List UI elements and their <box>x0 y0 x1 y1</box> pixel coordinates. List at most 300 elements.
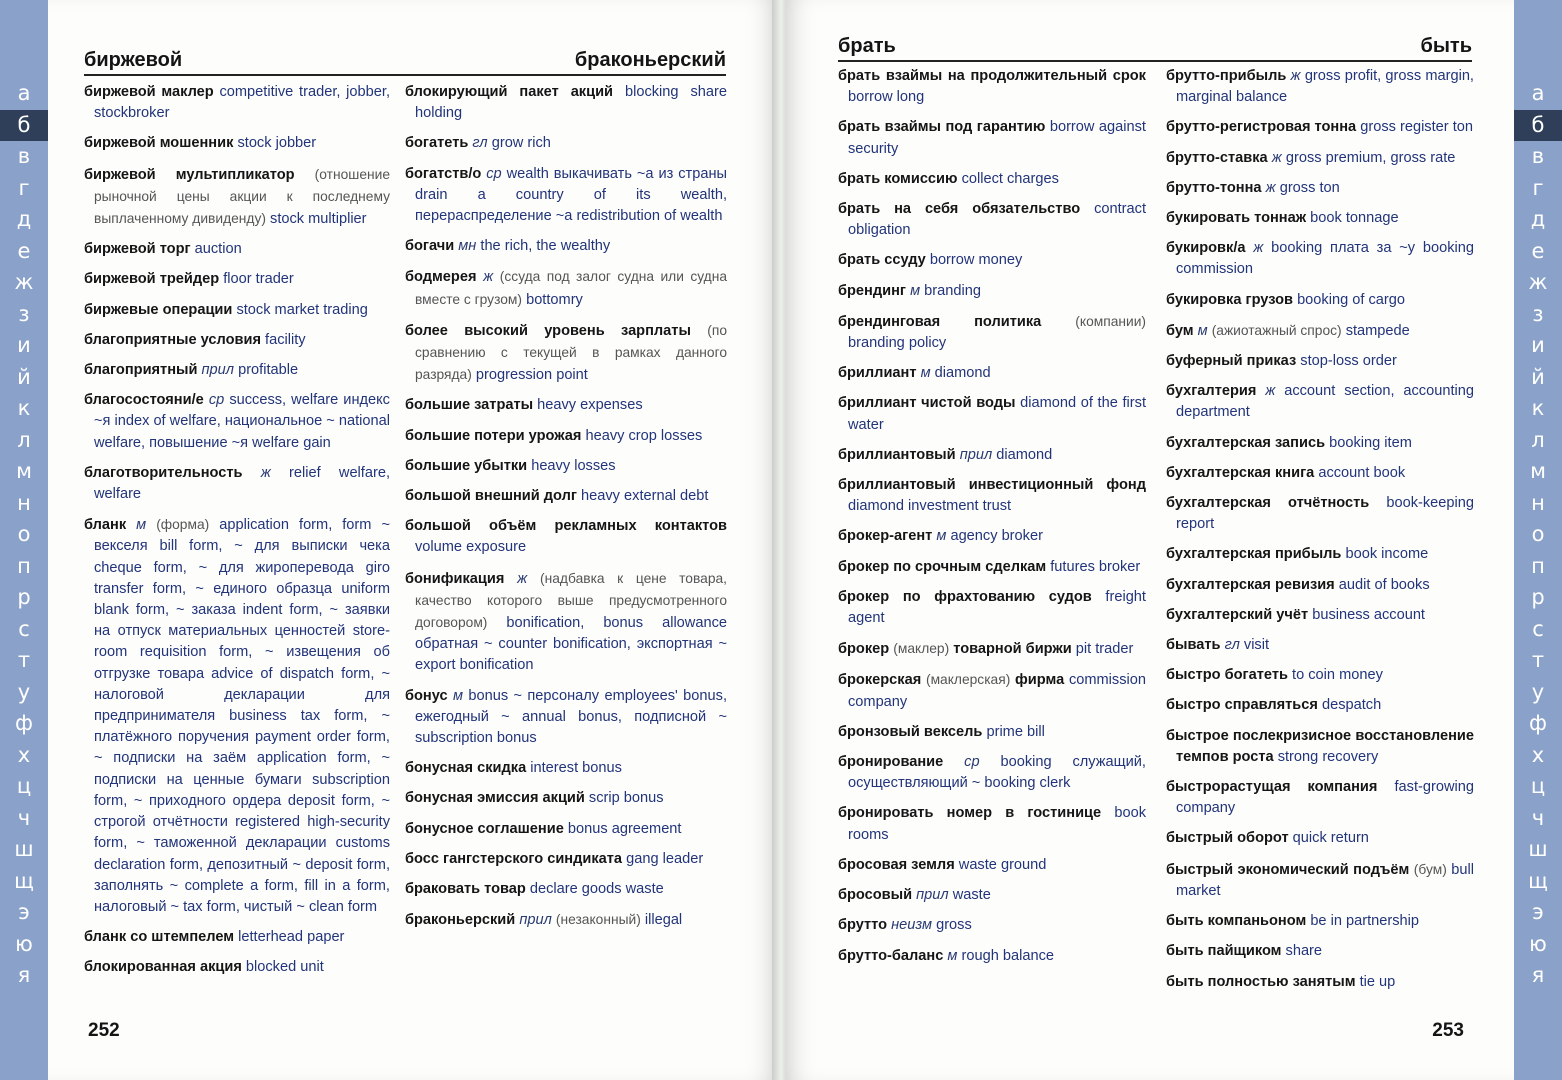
headword: биржевой трейдер <box>84 271 220 288</box>
translation: waste ground <box>958 856 1047 873</box>
dictionary-entry <box>838 946 1146 967</box>
headword: быстрый оборот <box>1166 830 1289 847</box>
headword: брутто-ставка <box>1166 149 1268 166</box>
grammar-label: ср <box>964 754 980 771</box>
thumb-letter: н <box>1531 490 1545 515</box>
dictionary-entry <box>838 393 1146 435</box>
translation: business account <box>1312 606 1425 623</box>
header-last-word: быть <box>1420 35 1472 57</box>
thumb-letter: о <box>17 522 31 546</box>
headword: бронзовый вексель <box>838 723 983 740</box>
translation: illegal <box>644 912 683 929</box>
headword: биржевой маклер <box>84 84 214 100</box>
headword: бухгалтерия <box>1166 383 1257 400</box>
entries-column-1 <box>84 82 390 988</box>
translation: be in partnership <box>1310 913 1420 930</box>
thumb-letter: ш <box>1528 837 1548 861</box>
headword: брендинговая политика <box>838 313 1042 330</box>
dictionary-entry <box>838 855 1146 876</box>
translation: stock market trading <box>236 301 368 318</box>
dictionary-entry <box>84 133 390 154</box>
translation: heavy expenses <box>537 397 643 414</box>
headword: браковать товар <box>405 881 526 898</box>
headword: бухгалтерская запись <box>1166 434 1326 451</box>
headword: бухгалтерская отчётность <box>1166 495 1370 512</box>
translation: bonus ~ персоналу employees' bonus, ежегодный ~ annual bonus, подписной ~ subscription bonus <box>415 687 728 747</box>
dictionary-entry <box>1166 66 1474 108</box>
translation: wealth выкачивать ~а из страны drain a country of its wealth, перераспределение ~а redistribution of wealth <box>415 165 727 225</box>
headword: бросовая земля <box>838 856 955 873</box>
dictionary-entry <box>838 526 1146 547</box>
usage-note: (форма) <box>156 517 210 533</box>
translation: booking item <box>1329 434 1412 451</box>
thumb-letter: т <box>17 648 31 672</box>
grammar-label: м <box>136 517 147 534</box>
translation: pit trader <box>1075 641 1134 658</box>
headword: бонусная скидка <box>405 760 527 777</box>
dictionary-entry <box>1166 859 1474 902</box>
usage-note: (надбавка к цене товара, качество которого выше предусмотренного договором) <box>415 570 727 631</box>
headword: брутто <box>838 917 888 934</box>
thumb-letter: ж <box>1528 270 1548 294</box>
grammar-label: ж <box>517 570 528 587</box>
headword: бриллиант чистой воды <box>838 395 1016 412</box>
translation: tie up <box>1359 973 1396 990</box>
headword: брать на себя обязательство <box>838 201 1081 218</box>
thumb-letter: а <box>17 81 31 105</box>
grammar-label: ж <box>1271 149 1282 166</box>
headword: бывать <box>1166 637 1221 654</box>
dictionary-entry <box>838 199 1146 241</box>
thumb-letter: д <box>1530 207 1546 231</box>
headword: букировка грузов <box>1166 291 1293 308</box>
thumb-letter: к <box>17 396 31 420</box>
grammar-label: ж <box>1253 240 1264 257</box>
translation: profitable <box>238 362 299 379</box>
thumb-letter: р <box>1531 585 1545 609</box>
dictionary-entry <box>1166 178 1474 199</box>
headword-continued: товарной биржи <box>953 641 1072 658</box>
grammar-label: ж <box>483 269 494 286</box>
headword: большие затраты <box>405 397 534 414</box>
translation: volume exposure <box>415 539 527 556</box>
thumb-letter: э <box>1532 900 1544 924</box>
page-number: 252 <box>88 1020 120 1041</box>
translation: facility <box>265 331 306 348</box>
thumb-letter: и <box>1531 333 1545 357</box>
dictionary-entry <box>1166 941 1474 962</box>
thumb-letter: с <box>18 616 30 641</box>
dictionary-entry <box>1166 381 1474 423</box>
headword: бриллиантовый инвестиционный фонд <box>838 477 1146 494</box>
dictionary-entry <box>838 638 1146 660</box>
dictionary-entry <box>838 587 1146 629</box>
translation: branding policy <box>848 335 947 352</box>
usage-note: (отношение рыночной цены акции к последнему выплаченному дивиденду) <box>94 166 390 227</box>
dictionary-entry <box>838 117 1146 159</box>
thumb-letter: п <box>1531 553 1545 578</box>
headword: брутто-прибыль <box>1166 68 1287 84</box>
headword: быть полностью занятым <box>1166 973 1356 990</box>
thumb-letter: т <box>1531 648 1545 672</box>
dictionary-entry <box>405 486 727 507</box>
thumb-letter: й <box>1531 364 1545 389</box>
thumb-letter: з <box>18 301 30 326</box>
grammar-label: прил <box>916 887 949 904</box>
dictionary-entry <box>405 320 727 387</box>
translation: relief welfare, welfare <box>94 464 390 503</box>
dictionary-entry <box>1166 777 1474 819</box>
headword: брать взаймы под гарантию <box>838 119 1046 136</box>
dictionary-entry <box>1166 463 1474 484</box>
thumb-letter: ф <box>15 711 33 735</box>
thumb-letter: у <box>1531 679 1545 704</box>
translation: scrip bonus <box>588 790 664 807</box>
headword: бухгалтерская книга <box>1166 464 1315 481</box>
grammar-label: м <box>947 947 958 964</box>
grammar-label: мн <box>458 238 477 255</box>
dictionary-entry <box>405 236 727 257</box>
dictionary-entry <box>838 722 1146 743</box>
thumb-letter: н <box>17 490 31 515</box>
thumb-letter: щ <box>1528 868 1548 893</box>
dictionary-entry <box>84 269 390 290</box>
headword: бухгалтерская прибыль <box>1166 546 1342 563</box>
usage-note: (ажиотажный спрос) <box>1211 322 1342 338</box>
usage-note: (бум) <box>1413 861 1447 877</box>
dictionary-entry <box>405 164 727 228</box>
thumb-letter: ш <box>14 837 34 861</box>
dictionary-entry <box>1166 544 1474 565</box>
header-first-word: брать <box>838 35 896 57</box>
grammar-label: гл <box>1224 637 1240 654</box>
dictionary-entry <box>838 803 1146 845</box>
dictionary-entry <box>1166 911 1474 932</box>
thumb-letter: с <box>1532 616 1544 641</box>
grammar-label: ж <box>1265 383 1276 400</box>
grammar-label: м <box>1197 322 1208 339</box>
thumb-letter: г <box>18 175 30 200</box>
thumb-letters <box>0 78 48 992</box>
translation: blocked unit <box>245 959 324 976</box>
translation: letterhead paper <box>238 929 345 946</box>
headword: быстрорастущая компания <box>1166 779 1378 796</box>
dictionary-entry <box>838 885 1146 906</box>
translation: book rooms <box>848 805 1146 843</box>
headword-continued: фирма <box>1015 672 1065 689</box>
translation: progression point <box>475 367 588 384</box>
translation: bottomry <box>526 291 583 308</box>
thumb-letter: р <box>17 585 31 609</box>
headword: бланк <box>84 517 127 534</box>
headword: букировк/а <box>1166 240 1246 257</box>
thumb-letter: з <box>1532 301 1544 326</box>
headword: бум <box>1166 322 1194 339</box>
alphabet-thumb-index-right <box>1514 0 1562 1080</box>
headword: большие потери урожая <box>405 427 582 444</box>
translation: strong recovery <box>1277 748 1379 765</box>
translation: floor trader <box>223 271 294 288</box>
headword: блокированная акция <box>84 959 242 976</box>
translation: bull market <box>1176 861 1474 899</box>
dictionary-entry <box>838 445 1146 466</box>
headword: бухгалтерская ревизия <box>1166 576 1335 593</box>
headword: брать комиссию <box>838 170 958 187</box>
dictionary-entry <box>1166 635 1474 656</box>
translation: collect charges <box>961 170 1059 187</box>
thumb-letter: г <box>1532 175 1544 200</box>
translation: commission company <box>848 672 1146 710</box>
translation: to coin money <box>1292 667 1383 684</box>
thumb-letter: ж <box>14 270 34 294</box>
headword: благотворительность <box>84 464 243 481</box>
translation: account section, accounting department <box>1176 383 1474 421</box>
dictionary-entry <box>838 250 1146 271</box>
translation: the rich, the wealthy <box>480 238 611 255</box>
entries-column-1 <box>838 66 1146 976</box>
translation: bonus agreement <box>567 820 682 837</box>
dictionary-entry <box>405 395 727 416</box>
running-header <box>84 38 726 76</box>
dictionary-entry <box>84 360 390 381</box>
translation: heavy losses <box>531 457 616 474</box>
translation: booking служащий, осуществляющий ~ booking clerk <box>848 754 1146 792</box>
usage-note: (незаконный) <box>555 912 641 928</box>
translation: diamond <box>934 365 991 382</box>
headword: бодмерея <box>405 269 477 286</box>
thumb-letter: в <box>17 144 31 168</box>
thumb-letter: х <box>1531 742 1545 767</box>
dictionary-entry <box>405 568 727 677</box>
translation: contract obligation <box>848 201 1147 239</box>
thumb-letter: я <box>1531 963 1545 987</box>
thumb-letter: е <box>1531 238 1545 263</box>
thumb-letter: п <box>17 553 31 578</box>
usage-note: (маклер) <box>893 641 950 657</box>
headword: биржевой мошенник <box>84 135 234 152</box>
headword: большой внешний долг <box>405 488 577 505</box>
headword: брутто-тонна <box>1166 179 1262 196</box>
dictionary-entry <box>405 849 727 870</box>
header-first-word: биржевой <box>84 49 183 71</box>
thumb-letter: х <box>17 742 31 767</box>
translation: book-keeping report <box>1176 495 1474 533</box>
headword: большой объём рекламных контактов <box>405 518 727 535</box>
dictionary-entry <box>1166 351 1474 372</box>
headword: букировать тоннаж <box>1166 210 1307 227</box>
alphabet-thumb-index-left <box>0 0 48 1080</box>
dictionary-entry <box>405 819 727 840</box>
headword: биржевые операции <box>84 301 233 318</box>
grammar-label: м <box>453 687 464 704</box>
translation: account book <box>1318 464 1406 481</box>
thumb-letter: е <box>17 238 31 263</box>
thumb-letter: я <box>17 963 31 987</box>
headword: брокер <box>838 641 890 658</box>
dictionary-entry <box>84 927 390 948</box>
translation: diamond of the first water <box>848 395 1146 433</box>
headword: быстро справляться <box>1166 697 1318 714</box>
translation: diamond <box>996 446 1053 463</box>
thumb-letter: в <box>1531 144 1545 168</box>
thumb-letter: л <box>1531 427 1545 452</box>
grammar-label: ж <box>1290 68 1301 84</box>
dictionary-entry <box>405 879 727 900</box>
dictionary-entry <box>84 390 390 454</box>
translation: freight agent <box>848 588 1146 627</box>
thumb-letter: у <box>17 679 31 704</box>
translation: blocking share holding <box>415 84 727 122</box>
dictionary-entry <box>405 686 727 750</box>
dictionary-entry <box>405 133 727 154</box>
translation: futures broker <box>1050 558 1141 575</box>
headword: богатств/о <box>405 165 482 182</box>
headword: богатеть <box>405 135 469 152</box>
headword: быстро богатеть <box>1166 667 1288 684</box>
thumb-letter: ю <box>1529 931 1547 956</box>
translation: bonification, bonus allowance обратная ~ counter bonification, экспортная ~ export bonification <box>415 615 727 674</box>
dictionary-entry <box>405 456 727 477</box>
dictionary-entry <box>838 557 1146 578</box>
translation: rough balance <box>961 947 1055 964</box>
thumb-letter: и <box>17 333 31 357</box>
dictionary-entry <box>1166 320 1474 342</box>
grammar-label: ср <box>208 392 225 409</box>
thumb-letter: ч <box>17 805 31 830</box>
headword: благоприятные условия <box>84 331 261 348</box>
thumb-letter: а <box>1531 81 1545 105</box>
dictionary-entry <box>1166 695 1474 716</box>
thumb-letter: й <box>17 364 31 389</box>
translation: heavy external debt <box>581 488 709 505</box>
dictionary-entry <box>84 300 390 321</box>
translation: prime bill <box>986 723 1045 740</box>
headword: брутто-баланс <box>838 947 944 964</box>
translation: visit <box>1243 637 1270 654</box>
thumb-letter: ю <box>15 931 33 956</box>
translation: book income <box>1345 546 1429 563</box>
usage-note: (компании) <box>1075 313 1146 329</box>
translation: gang leader <box>626 850 704 867</box>
translation: declare goods waste <box>529 881 664 898</box>
thumb-letter: м <box>1530 459 1546 483</box>
translation: fast-growing company <box>1176 779 1474 817</box>
dictionary-entry <box>1166 665 1474 686</box>
dictionary-entry <box>405 788 727 809</box>
grammar-label: неизм <box>891 917 933 934</box>
thumb-letter: б <box>0 110 48 142</box>
headword: бланк со штемпелем <box>84 929 235 946</box>
translation: grow rich <box>491 135 551 152</box>
dictionary-entry <box>838 669 1146 712</box>
dictionary-entry <box>84 463 390 505</box>
grammar-label: ср <box>486 165 502 182</box>
headword: быстрый экономический подъём <box>1166 861 1410 878</box>
headword: брокер по срочным сделкам <box>838 558 1047 575</box>
dictionary-entry <box>84 330 390 351</box>
dictionary-entry <box>84 514 390 918</box>
headword: бриллиантовый <box>838 446 956 463</box>
thumb-letter: л <box>17 427 31 452</box>
dictionary-entry <box>1166 575 1474 596</box>
dictionary-entry <box>84 82 390 124</box>
translation: branding <box>924 282 981 299</box>
translation: stock multiplier <box>270 211 367 228</box>
translation: booking of cargo <box>1297 291 1405 308</box>
grammar-label: прил <box>959 446 993 463</box>
headword: босс гангстерского синдиката <box>405 850 623 867</box>
translation: gross ton <box>1279 179 1340 196</box>
dictionary-entry <box>838 169 1146 190</box>
translation: gross premium, gross rate <box>1285 149 1456 166</box>
headword: быть пайщиком <box>1166 943 1282 960</box>
headword: бухгалтерский учёт <box>1166 606 1309 623</box>
dictionary-entry <box>1166 726 1474 768</box>
entries-column-2 <box>405 82 727 941</box>
translation: booking плата за ~у booking commission <box>1176 240 1475 278</box>
thumb-letter: ц <box>1530 774 1546 798</box>
translation: audit of books <box>1338 576 1430 593</box>
translation: stop-loss order <box>1300 353 1397 370</box>
headword: брокерская <box>838 672 922 689</box>
headword: биржевой мультипликатор <box>84 166 295 183</box>
thumb-letter: б <box>1514 110 1562 142</box>
headword: брендинг <box>838 282 906 299</box>
translation: gross register ton <box>1360 119 1473 136</box>
translation: despatch <box>1321 697 1382 714</box>
dictionary-entry <box>838 475 1146 517</box>
headword: бонус <box>405 687 448 704</box>
usage-note: (маклерская) <box>925 672 1011 688</box>
headword: благосостояни/е <box>84 392 204 409</box>
dictionary-entry <box>838 752 1146 794</box>
dictionary-entry <box>84 957 390 978</box>
dictionary-entry <box>1166 972 1474 993</box>
translation: heavy crop losses <box>585 427 703 444</box>
translation: gross profit, gross margin, marginal balance <box>1176 68 1474 106</box>
dictionary-entry <box>1166 493 1474 535</box>
grammar-label: прил <box>201 362 235 379</box>
headword: бонусная эмиссия акций <box>405 790 585 807</box>
dictionary-entry <box>84 239 390 260</box>
thumb-letter: д <box>16 207 32 231</box>
header-last-word: браконьерский <box>574 49 726 71</box>
thumb-letters <box>1514 78 1562 992</box>
dictionary-entry <box>405 758 727 779</box>
usage-note: (по сравнению с текущей в рамках данного разряда) <box>415 322 727 383</box>
translation: gross <box>936 917 972 934</box>
page-number: 253 <box>1432 1020 1464 1041</box>
translation: book tonnage <box>1310 210 1399 227</box>
headword: бонификация <box>405 570 505 587</box>
headword: брокер по фрахтованию судов <box>838 588 1092 605</box>
headword: быстрое послекризисное восстановление темпов роста <box>1166 727 1474 765</box>
thumb-letter: ч <box>1531 805 1545 830</box>
headword: бронирование <box>838 754 944 771</box>
headword: блокирующий пакет акций <box>405 84 614 100</box>
thumb-letter: ц <box>16 774 32 798</box>
dictionary-entry <box>838 281 1146 302</box>
thumb-letter: э <box>18 900 30 924</box>
translation: stampede <box>1345 322 1410 339</box>
right-page <box>786 0 1562 1080</box>
translation: competitive trader, jobber, stockbroker <box>94 84 390 122</box>
thumb-letter: щ <box>14 868 34 893</box>
grammar-label: ж <box>1265 179 1276 196</box>
translation: share <box>1285 943 1323 960</box>
dictionary-entry <box>838 915 1146 936</box>
headword: брать взаймы на продолжительный срок <box>838 68 1146 84</box>
